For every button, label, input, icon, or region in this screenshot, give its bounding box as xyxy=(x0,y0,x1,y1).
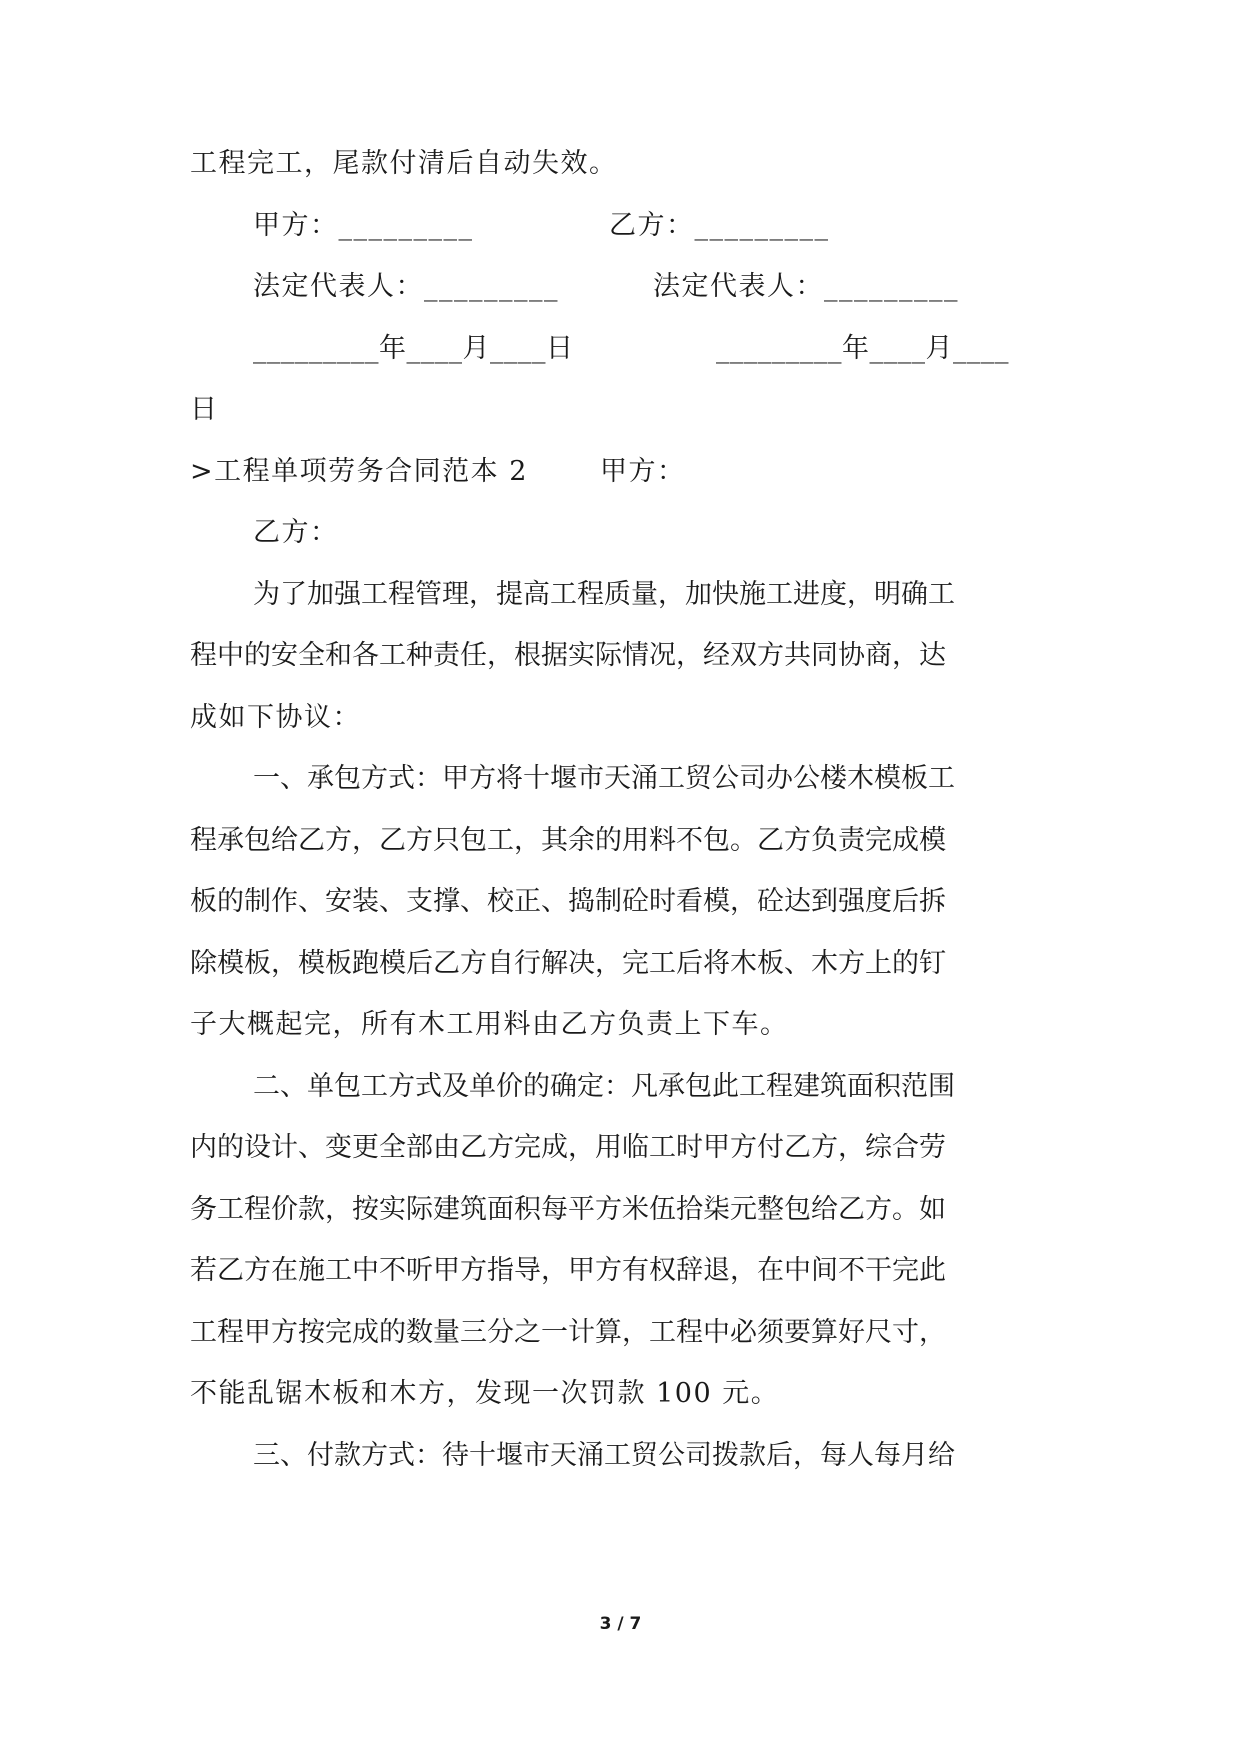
clause1-line: 程承包给乙方，乙方只包工，其余的用料不包。乙方负责完成模 xyxy=(190,825,946,856)
clause2-line: 若乙方在施工中不听甲方指导，甲方有权辞退，在中间不干完此 xyxy=(190,1255,946,1286)
clause3-line: 三、付款方式：待十堰市天涌工贸公司拨款后，每人每月给 xyxy=(253,1440,955,1471)
clause1-line: 除模板，模板跑模后乙方自行解决，完工后将木板、木方上的钉 xyxy=(190,948,946,979)
rep-a-signature: 法定代表人：_________ xyxy=(253,271,559,302)
contract2-party-b: 乙方： xyxy=(253,517,339,548)
contract2-heading: >工程单项劳务合同范本 2 xyxy=(190,456,528,487)
clause1-line: 一、承包方式：甲方将十堰市天涌工贸公司办公楼木模板工 xyxy=(253,763,955,794)
party-a-signature: 甲方：_________ xyxy=(253,210,474,241)
rep-b-signature: 法定代表人：_________ xyxy=(653,271,959,302)
date-a: _________年____月____日 xyxy=(253,333,574,364)
intro-line: 成如下协议： xyxy=(190,702,361,733)
clause1-line: 板的制作、安装、支撑、校正、捣制砼时看模，砼达到强度后拆 xyxy=(190,886,946,917)
date-b-day: 日 xyxy=(190,394,219,425)
intro-line: 程中的安全和各工种责任，根据实际情况，经双方共同协商，达 xyxy=(190,640,946,671)
clause2-line: 不能乱锯木板和木方，发现一次罚款 100 元。 xyxy=(190,1378,780,1409)
clause2-line: 工程甲方按完成的数量三分之一计算，工程中必须要算好尺寸， xyxy=(190,1317,946,1348)
contract2-party-a: 甲方： xyxy=(600,456,686,487)
clause2-line: 二、单包工方式及单价的确定：凡承包此工程建筑面积范围 xyxy=(253,1071,955,1102)
closing-line: 工程完工，尾款付清后自动失效。 xyxy=(190,148,618,179)
clause1-line: 子大概起完，所有木工用料由乙方负责上下车。 xyxy=(190,1009,789,1040)
clause2-line: 内的设计、变更全部由乙方完成，用临工时甲方付乙方，综合劳 xyxy=(190,1132,946,1163)
page-number: 3 / 7 xyxy=(599,1614,642,1634)
date-b: _________年____月____ xyxy=(716,333,1009,364)
clause2-line: 务工程价款，按实际建筑面积每平方米伍拾柒元整包给乙方。如 xyxy=(190,1194,946,1225)
intro-line: 为了加强工程管理，提高工程质量，加快施工进度，明确工 xyxy=(253,579,955,610)
party-b-signature: 乙方：_________ xyxy=(609,210,830,241)
